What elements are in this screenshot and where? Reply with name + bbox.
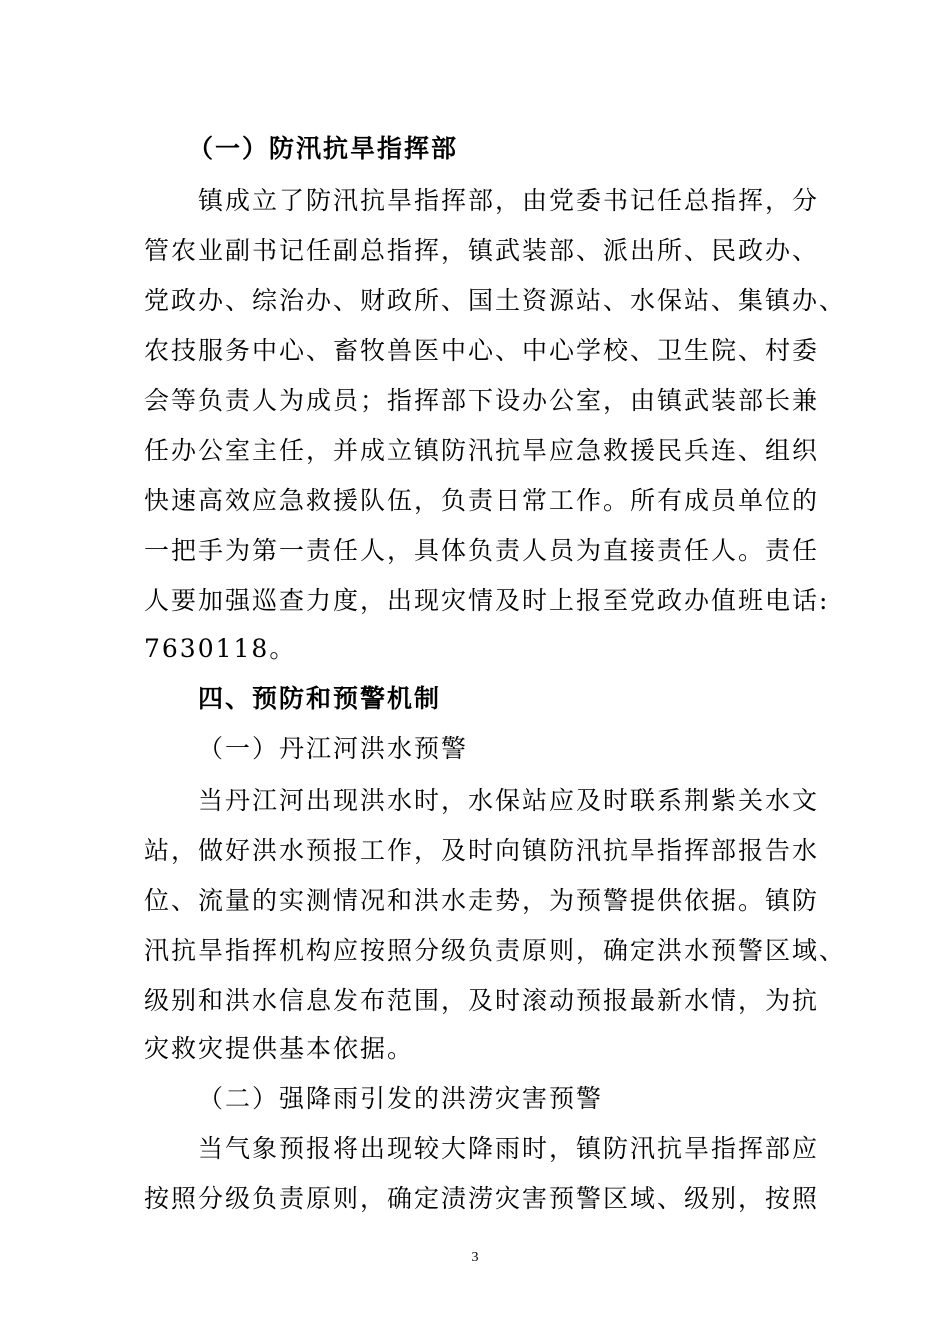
paragraph-line: 农技服务中心、畜牧兽医中心、中心学校、卫生院、村委: [144, 336, 820, 365]
paragraph-line: 一把手为第一责任人，具体负责人员为直接责任人。责任: [144, 536, 820, 565]
paragraph-line: 灾救灾提供基本依据。: [144, 1034, 415, 1063]
paragraph-line: 人要加强巡查力度，出现灾情及时上报至党政办值班电话:: [144, 586, 830, 615]
paragraph-line: 快速高效应急救援队伍，负责日常工作。所有成员单位的: [144, 486, 820, 515]
section-heading-prevention: 四、预防和预警机制: [198, 684, 442, 713]
paragraph-line-phone: 7630118。: [144, 634, 297, 663]
paragraph-line: 按照分级负责原则，确定渍涝灾害预警区域、级别，按照: [144, 1184, 820, 1213]
paragraph-line: 汛抗旱指挥机构应按照分级负责原则，确定洪水预警区域、: [144, 936, 847, 965]
paragraph-line: 当气象预报将出现较大降雨时，镇防汛抗旱指挥部应: [198, 1134, 820, 1163]
paragraph-line: 级别和洪水信息发布范围，及时滚动预报最新水情，为抗: [144, 986, 820, 1015]
paragraph-line: 站，做好洪水预报工作，及时向镇防汛抗旱指挥部报告水: [144, 836, 820, 865]
paragraph-line: 任办公室主任，并成立镇防汛抗旱应急救援民兵连、组织: [144, 436, 820, 465]
paragraph-line: 当丹江河出现洪水时，水保站应及时联系荆紫关水文: [198, 786, 820, 815]
paragraph-line: 镇成立了防汛抗旱指挥部，由党委书记任总指挥，分: [198, 186, 820, 215]
page-number: 3: [471, 1250, 479, 1265]
paragraph-line: 位、流量的实测情况和洪水走势，为预警提供依据。镇防: [144, 886, 820, 915]
subsection-heading-rain-flood: （二）强降雨引发的洪涝灾害预警: [198, 1084, 604, 1113]
paragraph-line: 管农业副书记任副总指挥，镇武装部、派出所、民政办、: [144, 236, 820, 265]
paragraph-line: 会等负责人为成员；指挥部下设办公室，由镇武装部长兼: [144, 386, 820, 415]
subsection-heading-river-flood: （一）丹江河洪水预警: [198, 734, 469, 763]
paragraph-line: 党政办、综治办、财政所、国土资源站、水保站、集镇办、: [144, 286, 847, 315]
section-heading-command: （一）防汛抗旱指挥部: [188, 134, 459, 163]
